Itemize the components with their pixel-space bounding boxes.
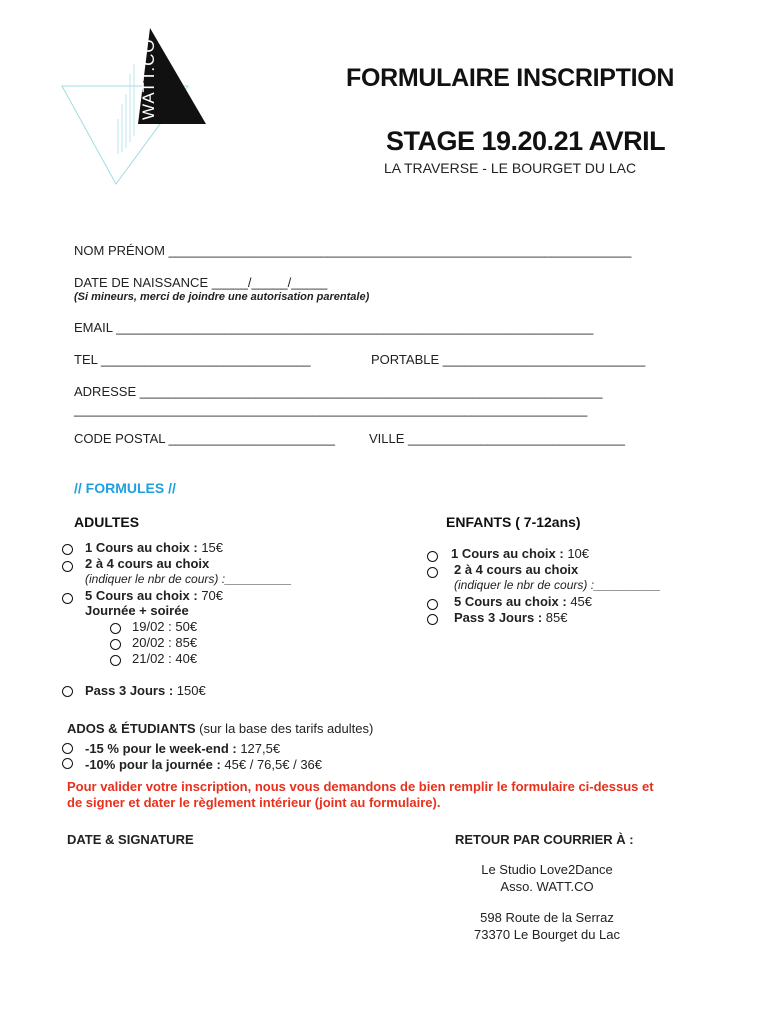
- validation-warning: Pour valider votre inscription, nous vous demandons de bien remplir le formulaire ci-dessus et de signer et dater le règlement intérieur (joint au formulaire).: [67, 779, 654, 810]
- adulte-nbr-cours-field[interactable]: (indiquer le nbr de cours) :__________: [85, 572, 292, 586]
- adultes-heading: ADULTES: [74, 514, 140, 530]
- enfant-nbr-cours-field[interactable]: (indiquer le nbr de cours) :__________: [454, 578, 661, 592]
- radio-day-20[interactable]: [110, 639, 121, 650]
- adulte-journee-soiree: Journée + soirée: [85, 603, 189, 618]
- radio-day-19[interactable]: [110, 623, 121, 634]
- enfant-5-cours: 5 Cours au choix : 45€: [454, 594, 593, 609]
- ados-heading: ADOS & ÉTUDIANTS (sur la base des tarifs adultes): [67, 721, 374, 736]
- field-portable[interactable]: PORTABLE ____________________________: [371, 352, 646, 367]
- radio-adulte-pass-3-jours[interactable]: [62, 686, 73, 697]
- field-ville[interactable]: VILLE ______________________________: [369, 431, 625, 446]
- field-email[interactable]: EMAIL __________________________________________________________________: [74, 320, 594, 335]
- radio-ados-weekend[interactable]: [62, 743, 73, 754]
- field-adresse-line2[interactable]: _______________________________________________________________________: [74, 402, 588, 417]
- radio-enfant-1-cours[interactable]: [427, 551, 438, 562]
- radio-adulte-2-4-cours[interactable]: [62, 561, 73, 572]
- radio-adulte-1-cours[interactable]: [62, 544, 73, 555]
- radio-enfant-pass-3-jours[interactable]: [427, 614, 438, 625]
- formules-heading: // FORMULES //: [74, 480, 176, 496]
- radio-day-21[interactable]: [110, 655, 121, 666]
- retour-line2: Asso. WATT.CO: [500, 879, 594, 894]
- radio-ados-journee[interactable]: [62, 758, 73, 769]
- retour-line4: 73370 Le Bourget du Lac: [473, 927, 620, 942]
- enfant-pass-3-jours: Pass 3 Jours : 85€: [454, 610, 568, 625]
- ados-weekend: -15 % pour le week-end : 127,5€: [85, 741, 281, 756]
- field-nom-prenom[interactable]: NOM PRÉNOM ________________________________________________________________: [74, 243, 632, 258]
- day-21-price: 21/02 : 40€: [132, 651, 198, 666]
- day-19-price: 19/02 : 50€: [132, 619, 198, 634]
- stage-location: LA TRAVERSE - LE BOURGET DU LAC: [384, 160, 637, 176]
- retour-line3: 598 Route de la Serraz: [480, 910, 614, 925]
- form-title: FORMULAIRE INSCRIPTION: [346, 64, 675, 92]
- radio-enfant-2-4-cours[interactable]: [427, 567, 438, 578]
- watt-co-logo: [58, 24, 214, 188]
- field-adresse[interactable]: ADRESSE ________________________________________________________________: [74, 384, 603, 399]
- field-date-naissance[interactable]: DATE DE NAISSANCE _____/_____/_____: [74, 275, 328, 290]
- field-code-postal[interactable]: CODE POSTAL _______________________: [74, 431, 335, 446]
- stage-title: STAGE 19.20.21 AVRIL: [386, 126, 666, 156]
- radio-enfant-5-cours[interactable]: [427, 599, 438, 610]
- radio-adulte-5-cours[interactable]: [62, 593, 73, 604]
- enfant-2-4-cours: 2 à 4 cours au choix: [454, 562, 579, 577]
- retour-heading: RETOUR PAR COURRIER À :: [455, 832, 634, 847]
- date-signature-label: DATE & SIGNATURE: [67, 832, 194, 847]
- retour-line1: Le Studio Love2Dance: [481, 862, 613, 877]
- enfants-heading: ENFANTS ( 7-12ans): [446, 514, 581, 530]
- naissance-note: (Si mineurs, merci de joindre une autorisation parentale): [74, 291, 370, 303]
- adulte-2-4-cours: 2 à 4 cours au choix: [85, 556, 210, 571]
- logo-text: WATT.CO: [139, 38, 158, 120]
- enfant-1-cours: 1 Cours au choix : 10€: [451, 546, 590, 561]
- adulte-1-cours: 1 Cours au choix : 15€: [85, 540, 224, 555]
- adulte-pass-3-jours: Pass 3 Jours : 150€: [85, 683, 206, 698]
- field-tel[interactable]: TEL _____________________________: [74, 352, 311, 367]
- ados-journee: -10% pour la journée : 45€ / 76,5€ / 36€: [85, 757, 323, 772]
- day-20-price: 20/02 : 85€: [132, 635, 198, 650]
- adulte-5-cours: 5 Cours au choix : 70€: [85, 588, 224, 603]
